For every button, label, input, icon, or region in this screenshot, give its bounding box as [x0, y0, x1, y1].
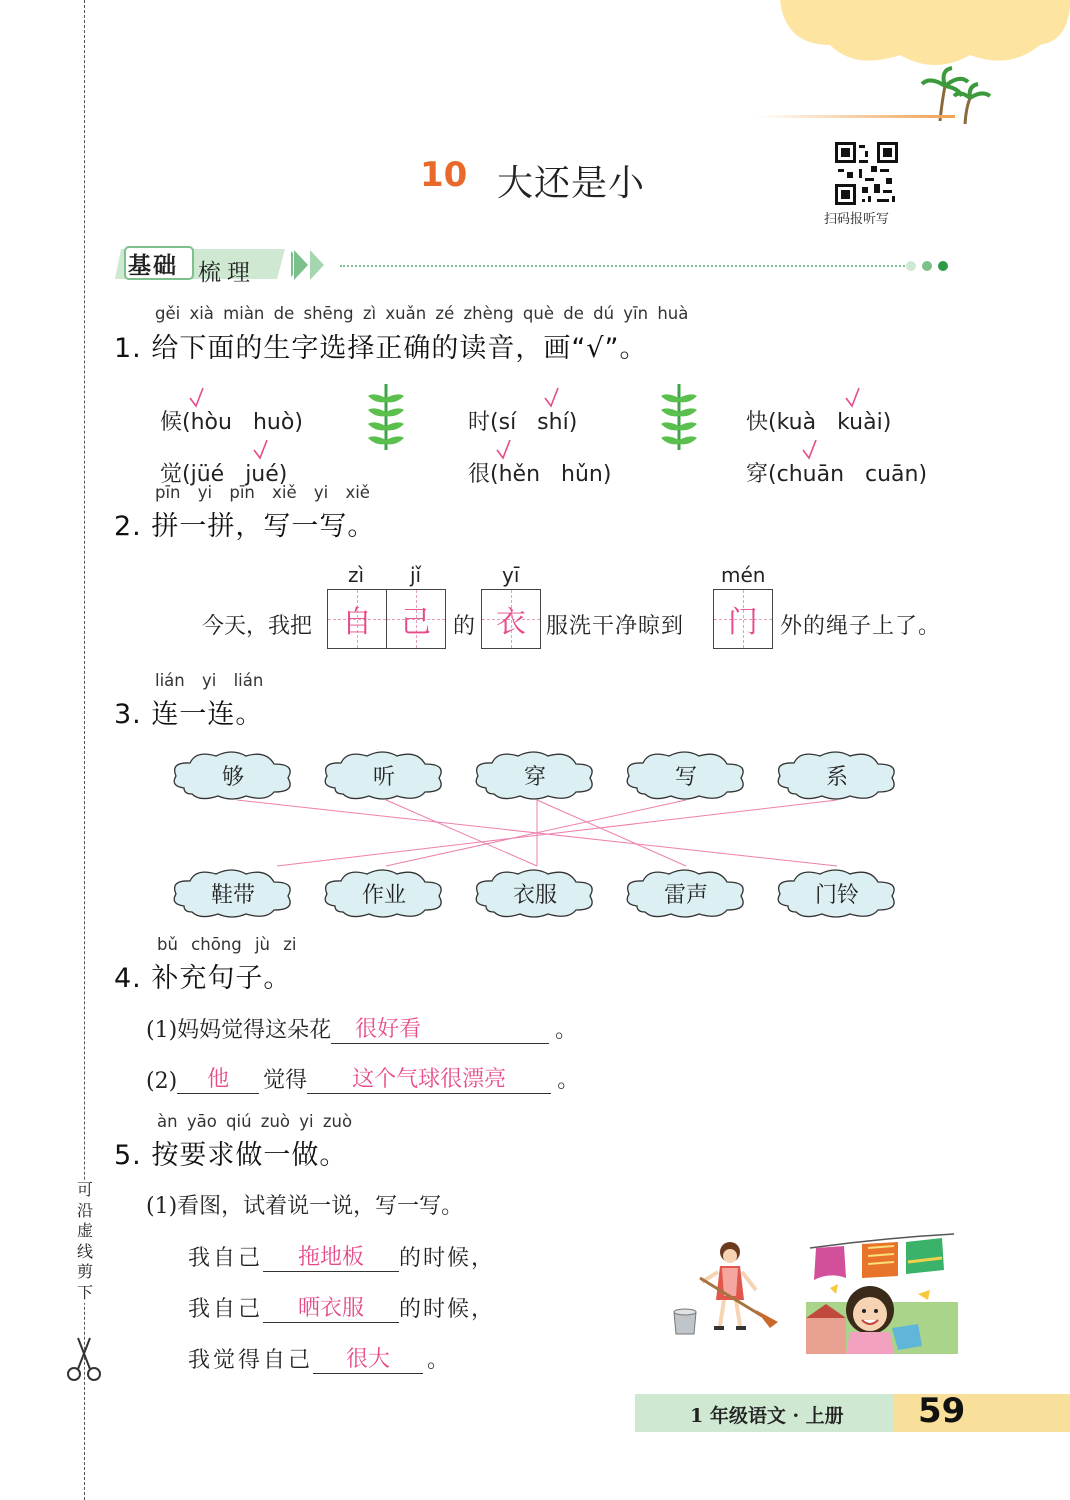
- q1-option: hǔn: [561, 462, 603, 487]
- lesson-title: 大还是小: [497, 163, 646, 204]
- q1-item: 快(kuà kuài): [746, 410, 892, 435]
- q5-line-3: [188, 1342, 449, 1374]
- q3-bottom-word: 衣服: [512, 882, 557, 908]
- q5-l3-prefix: 我觉得自己: [188, 1348, 314, 1373]
- q5-l1-prefix: 我自己: [188, 1246, 264, 1271]
- q1-option: hòu: [190, 410, 232, 435]
- q4-sentence-2: [146, 1062, 579, 1094]
- q3-cloud[interactable]: [774, 748, 900, 802]
- scissors-icon: [66, 1336, 102, 1382]
- q3-bottom-word: 作业: [361, 882, 406, 908]
- q4-s2-answer-2: 这个气球很漂亮: [352, 1067, 507, 1092]
- q1-char: 快: [746, 410, 769, 435]
- q1-item: 时(sí shí): [468, 410, 578, 435]
- q4-s2-blank-1[interactable]: [177, 1062, 259, 1094]
- lesson-number: 10: [420, 155, 468, 195]
- q2-text-b: 的: [453, 614, 476, 639]
- q1-pinyin: gěi xià miàn de shēng zì xuǎn zé zhèng què de dú yīn huà: [155, 304, 689, 323]
- q3-bottom-word: 雷声: [663, 882, 708, 908]
- q5-l1-blank[interactable]: [263, 1240, 399, 1272]
- q5-l1-suffix: 的时候，: [399, 1246, 496, 1271]
- q2-text-c: 服洗干净晾到: [546, 614, 685, 639]
- q3-cloud[interactable]: [774, 866, 900, 920]
- q2-box-pinyin: zì: [348, 563, 365, 587]
- q5-l3-suffix: 。: [427, 1348, 450, 1373]
- q3-cloud[interactable]: [170, 748, 296, 802]
- cut-hint: 可沿虚线剪下: [74, 1180, 96, 1303]
- q4-pinyin: bǔ chōng jù zi: [157, 935, 297, 954]
- q1-option: hěn: [498, 462, 541, 487]
- page-number: 59: [918, 1391, 966, 1431]
- q3-top-word: 写: [674, 764, 697, 790]
- q3-title: 3. 连一连。: [114, 699, 264, 730]
- q1-item: 觉(jüé jué): [160, 462, 288, 487]
- q1-item: 穿(chuān cuān): [746, 462, 928, 487]
- q1-char: 候: [160, 410, 183, 435]
- q2-text-a: 今天，我把: [202, 614, 313, 639]
- q5-title: 5. 按要求做一做。: [114, 1140, 348, 1171]
- q3-top-word: 穿: [523, 764, 546, 790]
- q3-bottom-word: 鞋带: [210, 882, 255, 908]
- q4-s1-end: 。: [555, 1018, 578, 1043]
- q1-option: cuān: [865, 462, 919, 487]
- q4-s2-answer-1: 他: [207, 1067, 230, 1092]
- footer-book: 1 年级语文 · 上册: [690, 1405, 844, 1427]
- q1-option: kuài: [837, 410, 883, 435]
- q1-option: kuà: [776, 410, 817, 435]
- q5-l1-answer: 拖地板: [298, 1245, 365, 1270]
- q5-instruction: (1)看图，试着说一说，写一写。: [146, 1194, 464, 1219]
- q2-cell: 门: [714, 590, 772, 648]
- q1-option: sí: [498, 410, 517, 435]
- q2-box-pinyin: mén: [721, 563, 766, 587]
- q4-s2-mid: 觉得: [263, 1068, 308, 1093]
- section-badge-b: 梳理: [198, 260, 256, 286]
- q3-cloud[interactable]: [472, 748, 598, 802]
- q5-l2-prefix: 我自己: [188, 1297, 264, 1322]
- q1-char: 时: [468, 410, 491, 435]
- q4-s2-end: 。: [557, 1068, 580, 1093]
- q2-box-pinyin: yī: [502, 563, 520, 587]
- q5-l2-suffix: 的时候，: [399, 1297, 496, 1322]
- q4-sentence-1: [146, 1012, 577, 1044]
- q4-s2-blank-2[interactable]: [307, 1062, 551, 1094]
- q5-line-2: [188, 1291, 495, 1323]
- q3-cloud[interactable]: [321, 748, 447, 802]
- q3-top-word: 够: [221, 764, 244, 790]
- q3-cloud[interactable]: [623, 748, 749, 802]
- q2-pinyin: pīn yi pīn xiě yi xiě: [155, 483, 370, 502]
- q1-item: 候(hòu huò): [160, 410, 303, 435]
- q3-bottom-word: 门铃: [814, 882, 859, 908]
- q2-text-d: 外的绳子上了。: [780, 614, 942, 639]
- q1-option: chuān: [776, 462, 845, 487]
- q1-option: shí: [537, 410, 569, 435]
- q2-title: 2. 拼一拼，写一写。: [114, 511, 376, 542]
- q1-option: jué: [245, 462, 279, 487]
- girl-laundry-illustration: [806, 1232, 958, 1354]
- q1-option: huò: [252, 410, 295, 435]
- q2-cell: 己: [387, 590, 445, 648]
- q4-s1-prefix: (1)妈妈觉得这朵花: [146, 1018, 332, 1043]
- q1-option: jüé: [190, 462, 225, 487]
- q3-top-word: 系: [825, 764, 848, 790]
- q1-item: 很(hěn hǔn): [468, 462, 612, 487]
- q4-s1-answer: 很好看: [355, 1017, 422, 1042]
- q1-char: 觉: [160, 462, 183, 487]
- q1-char: 穿: [746, 462, 769, 487]
- q4-s2-prefix: (2): [146, 1069, 178, 1094]
- q4-title: 4. 补充句子。: [114, 963, 292, 994]
- q2-cell: 衣: [482, 590, 540, 648]
- section-badge-a: 基础: [128, 253, 178, 279]
- q1-title: 1. 给下面的生字选择正确的读音，画“√”。: [114, 333, 648, 364]
- q5-pinyin: àn yāo qiú zuò yi zuò: [157, 1112, 353, 1131]
- q5-l3-blank[interactable]: [313, 1342, 423, 1374]
- q3-cloud[interactable]: [170, 866, 296, 920]
- q3-top-word: 听: [372, 764, 395, 790]
- q4-s1-blank[interactable]: [331, 1012, 549, 1044]
- q5-line-1: [188, 1240, 495, 1272]
- q5-l2-blank[interactable]: [263, 1291, 399, 1323]
- q5-l2-answer: 晒衣服: [298, 1296, 365, 1321]
- q2-cell: 自: [328, 590, 387, 648]
- q5-l3-answer: 很大: [346, 1347, 391, 1372]
- qr-label: 扫码报听写: [824, 212, 890, 227]
- q3-cloud[interactable]: [321, 866, 447, 920]
- q2-box-pinyin: jǐ: [410, 563, 422, 587]
- q3-cloud[interactable]: [623, 866, 749, 920]
- girl-mopping-illustration: [670, 1238, 782, 1340]
- q3-cloud[interactable]: [472, 866, 598, 920]
- q1-char: 很: [468, 462, 491, 487]
- q3-pinyin: lián yi lián: [155, 671, 264, 690]
